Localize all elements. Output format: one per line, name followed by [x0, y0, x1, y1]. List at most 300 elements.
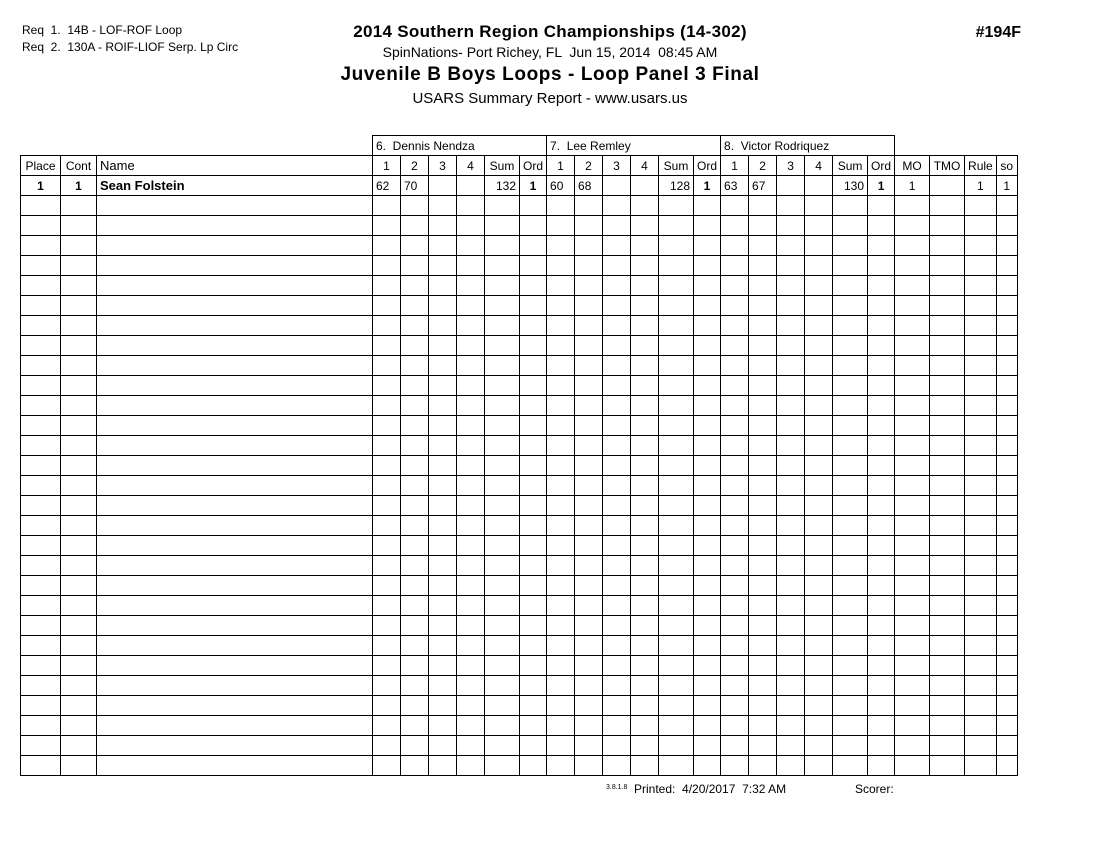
col-header-sum: Sum — [485, 156, 520, 176]
empty-cell — [429, 356, 457, 376]
empty-cell — [401, 276, 429, 296]
empty-cell — [547, 676, 575, 696]
empty-cell — [457, 616, 485, 636]
empty-cell — [373, 236, 401, 256]
empty-cell — [97, 256, 373, 276]
empty-cell — [721, 396, 749, 416]
empty-cell — [457, 436, 485, 456]
empty-cell — [603, 556, 631, 576]
empty-cell — [21, 396, 61, 416]
empty-row — [21, 436, 1018, 456]
empty-ord-cell — [868, 356, 895, 376]
empty-row — [21, 636, 1018, 656]
empty-cell — [21, 376, 61, 396]
empty-ord-cell — [520, 736, 547, 756]
empty-cell — [777, 396, 805, 416]
empty-cell — [805, 556, 833, 576]
score-cell — [429, 176, 457, 196]
empty-cell — [61, 716, 97, 736]
empty-cell — [457, 576, 485, 596]
col-header-ord: Ord — [520, 156, 547, 176]
sum-cell: 130 — [833, 176, 868, 196]
empty-cell — [930, 756, 965, 776]
empty-cell — [833, 696, 868, 716]
empty-ord-cell — [694, 596, 721, 616]
empty-cell — [805, 296, 833, 316]
empty-cell — [805, 536, 833, 556]
empty-cell — [777, 256, 805, 276]
empty-cell — [805, 356, 833, 376]
empty-cell — [996, 576, 1017, 596]
empty-cell — [373, 476, 401, 496]
empty-ord-cell — [694, 556, 721, 576]
score-cell: 68 — [575, 176, 603, 196]
empty-cell — [575, 716, 603, 736]
empty-cell — [547, 536, 575, 556]
empty-cell — [547, 616, 575, 636]
score-cell — [603, 176, 631, 196]
col-header-score-4: 4 — [457, 156, 485, 176]
col-header-score-3: 3 — [429, 156, 457, 176]
judge-name-header: 6. Dennis Nendza — [373, 136, 547, 156]
empty-cell — [631, 496, 659, 516]
empty-ord-cell — [868, 396, 895, 416]
empty-cell — [631, 216, 659, 236]
empty-cell — [485, 296, 520, 316]
result-row — [21, 176, 1018, 196]
empty-cell — [547, 756, 575, 776]
empty-cell — [21, 256, 61, 276]
empty-cell — [429, 576, 457, 596]
empty-cell — [485, 576, 520, 596]
empty-cell — [485, 216, 520, 236]
empty-cell — [930, 716, 965, 736]
results-table-body — [21, 136, 1018, 776]
empty-cell — [603, 256, 631, 276]
empty-cell — [749, 316, 777, 336]
empty-cell — [373, 676, 401, 696]
empty-cell — [996, 716, 1017, 736]
empty-cell — [429, 616, 457, 636]
empty-cell — [930, 416, 965, 436]
empty-cell — [457, 336, 485, 356]
empty-ord-cell — [694, 496, 721, 516]
empty-cell — [659, 696, 694, 716]
empty-ord-cell — [868, 336, 895, 356]
empty-cell — [777, 696, 805, 716]
empty-cell — [603, 276, 631, 296]
empty-ord-cell — [520, 336, 547, 356]
empty-cell — [401, 396, 429, 416]
empty-cell — [805, 496, 833, 516]
empty-cell — [996, 756, 1017, 776]
empty-cell — [61, 196, 97, 216]
empty-cell — [97, 756, 373, 776]
col-header-ord: Ord — [694, 156, 721, 176]
empty-cell — [749, 556, 777, 576]
empty-cell — [631, 696, 659, 716]
empty-cell — [603, 416, 631, 436]
empty-cell — [547, 396, 575, 416]
empty-cell — [457, 276, 485, 296]
empty-cell — [575, 636, 603, 656]
empty-ord-cell — [868, 716, 895, 736]
empty-cell — [603, 456, 631, 476]
empty-cell — [659, 336, 694, 356]
empty-cell — [575, 536, 603, 556]
empty-cell — [721, 416, 749, 436]
empty-cell — [895, 656, 930, 676]
empty-cell — [547, 336, 575, 356]
empty-cell — [749, 396, 777, 416]
empty-cell — [895, 716, 930, 736]
empty-cell — [485, 536, 520, 556]
empty-cell — [373, 196, 401, 216]
empty-cell — [659, 756, 694, 776]
empty-cell — [97, 596, 373, 616]
cont-cell: 1 — [61, 176, 97, 196]
empty-cell — [97, 336, 373, 356]
empty-cell — [61, 316, 97, 336]
empty-ord-cell — [520, 356, 547, 376]
empty-cell — [659, 616, 694, 636]
empty-cell — [429, 216, 457, 236]
empty-cell — [547, 376, 575, 396]
empty-cell — [721, 676, 749, 696]
empty-ord-cell — [868, 416, 895, 436]
empty-cell — [575, 436, 603, 456]
empty-cell — [575, 236, 603, 256]
empty-cell — [777, 216, 805, 236]
empty-ord-cell — [868, 576, 895, 596]
empty-row — [21, 476, 1018, 496]
competition-title: 2014 Southern Region Championships (14-302) — [353, 22, 747, 41]
empty-ord-cell — [694, 436, 721, 456]
empty-ord-cell — [868, 656, 895, 676]
empty-cell — [97, 356, 373, 376]
empty-cell — [61, 296, 97, 316]
empty-ord-cell — [694, 376, 721, 396]
requirement-line-2: Req 2. 130A - ROIF-LIOF Serp. Lp Circ — [22, 40, 239, 54]
empty-cell — [996, 736, 1017, 756]
empty-row — [21, 356, 1018, 376]
empty-cell — [603, 596, 631, 616]
empty-cell — [61, 536, 97, 556]
empty-cell — [21, 636, 61, 656]
venue-date-line: SpinNations- Port Richey, FL Jun 15, 2014 08:45 AM — [382, 44, 718, 60]
empty-cell — [21, 616, 61, 636]
empty-cell — [721, 376, 749, 396]
empty-cell — [547, 356, 575, 376]
empty-cell — [457, 676, 485, 696]
empty-row — [21, 536, 1018, 556]
empty-cell — [547, 576, 575, 596]
empty-cell — [659, 196, 694, 216]
empty-cell — [777, 516, 805, 536]
empty-cell — [457, 296, 485, 316]
empty-cell — [575, 416, 603, 436]
empty-cell — [996, 516, 1017, 536]
empty-cell — [659, 436, 694, 456]
empty-cell — [895, 536, 930, 556]
empty-cell — [401, 356, 429, 376]
empty-cell — [21, 416, 61, 436]
score-cell — [805, 176, 833, 196]
empty-cell — [603, 636, 631, 656]
empty-cell — [965, 296, 997, 316]
empty-cell — [777, 336, 805, 356]
empty-cell — [373, 576, 401, 596]
empty-cell — [833, 376, 868, 396]
empty-cell — [485, 736, 520, 756]
empty-cell — [749, 596, 777, 616]
empty-cell — [603, 336, 631, 356]
empty-cell — [930, 476, 965, 496]
empty-cell — [777, 356, 805, 376]
empty-cell — [575, 496, 603, 516]
empty-cell — [805, 316, 833, 336]
empty-cell — [965, 756, 997, 776]
empty-row — [21, 576, 1018, 596]
rule-cell: 1 — [965, 176, 997, 196]
so-cell: 1 — [996, 176, 1017, 196]
empty-cell — [603, 736, 631, 756]
empty-cell — [721, 356, 749, 376]
empty-cell — [805, 676, 833, 696]
empty-cell — [930, 596, 965, 616]
empty-cell — [833, 296, 868, 316]
empty-cell — [805, 236, 833, 256]
empty-cell — [373, 716, 401, 736]
empty-cell — [485, 456, 520, 476]
empty-cell — [631, 716, 659, 736]
empty-cell — [547, 556, 575, 576]
empty-cell — [895, 196, 930, 216]
empty-cell — [373, 336, 401, 356]
empty-cell — [373, 296, 401, 316]
empty-cell — [97, 476, 373, 496]
place-cell: 1 — [21, 176, 61, 196]
empty-ord-cell — [520, 376, 547, 396]
empty-cell — [721, 476, 749, 496]
empty-cell — [805, 696, 833, 716]
empty-cell — [833, 616, 868, 636]
empty-ord-cell — [694, 396, 721, 416]
empty-cell — [749, 296, 777, 316]
empty-cell — [575, 616, 603, 636]
empty-cell — [965, 556, 997, 576]
empty-cell — [965, 236, 997, 256]
empty-cell — [429, 556, 457, 576]
empty-cell — [429, 396, 457, 416]
empty-cell — [603, 696, 631, 716]
empty-cell — [833, 436, 868, 456]
empty-ord-cell — [868, 496, 895, 516]
empty-cell — [965, 716, 997, 736]
empty-ord-cell — [694, 736, 721, 756]
empty-cell — [749, 516, 777, 536]
empty-ord-cell — [868, 736, 895, 756]
empty-cell — [930, 496, 965, 516]
score-cell: 70 — [401, 176, 429, 196]
empty-cell — [457, 756, 485, 776]
empty-cell — [895, 616, 930, 636]
empty-ord-cell — [520, 436, 547, 456]
empty-cell — [996, 616, 1017, 636]
empty-cell — [659, 256, 694, 276]
empty-ord-cell — [868, 616, 895, 636]
empty-cell — [895, 356, 930, 376]
empty-ord-cell — [868, 196, 895, 216]
empty-cell — [575, 656, 603, 676]
col-header-score-2: 2 — [401, 156, 429, 176]
empty-cell — [485, 616, 520, 636]
empty-cell — [603, 216, 631, 236]
empty-cell — [429, 656, 457, 676]
empty-cell — [429, 456, 457, 476]
empty-cell — [631, 616, 659, 636]
empty-cell — [61, 696, 97, 716]
empty-cell — [631, 276, 659, 296]
empty-cell — [930, 376, 965, 396]
judge-row-spacer-right — [895, 136, 1018, 156]
empty-cell — [631, 576, 659, 596]
empty-cell — [721, 656, 749, 676]
col-header-score-1: 1 — [373, 156, 401, 176]
empty-cell — [631, 436, 659, 456]
empty-ord-cell — [520, 496, 547, 516]
empty-cell — [457, 716, 485, 736]
empty-cell — [21, 316, 61, 336]
empty-cell — [401, 216, 429, 236]
empty-cell — [996, 296, 1017, 316]
empty-cell — [833, 676, 868, 696]
empty-cell — [485, 476, 520, 496]
empty-cell — [721, 216, 749, 236]
empty-cell — [996, 596, 1017, 616]
empty-cell — [21, 436, 61, 456]
col-header-sum: Sum — [833, 156, 868, 176]
empty-cell — [833, 416, 868, 436]
empty-cell — [749, 536, 777, 556]
empty-cell — [61, 276, 97, 296]
empty-ord-cell — [868, 216, 895, 236]
empty-cell — [575, 196, 603, 216]
empty-row — [21, 216, 1018, 236]
empty-cell — [833, 596, 868, 616]
empty-cell — [457, 516, 485, 536]
empty-cell — [457, 596, 485, 616]
empty-ord-cell — [868, 436, 895, 456]
empty-cell — [930, 456, 965, 476]
mo-cell: 1 — [895, 176, 930, 196]
empty-cell — [401, 576, 429, 596]
empty-cell — [575, 356, 603, 376]
empty-cell — [895, 556, 930, 576]
empty-cell — [547, 696, 575, 716]
empty-cell — [21, 236, 61, 256]
empty-cell — [631, 756, 659, 776]
empty-cell — [833, 556, 868, 576]
empty-cell — [721, 616, 749, 636]
empty-cell — [895, 236, 930, 256]
ord-cell: 1 — [694, 176, 721, 196]
empty-cell — [777, 636, 805, 656]
empty-cell — [575, 696, 603, 716]
empty-ord-cell — [520, 616, 547, 636]
empty-cell — [659, 636, 694, 656]
empty-cell — [373, 416, 401, 436]
col-header-cont: Cont — [61, 156, 97, 176]
empty-cell — [777, 596, 805, 616]
empty-cell — [805, 756, 833, 776]
empty-cell — [805, 736, 833, 756]
empty-row — [21, 456, 1018, 476]
empty-cell — [401, 676, 429, 696]
empty-ord-cell — [520, 316, 547, 336]
empty-cell — [429, 376, 457, 396]
empty-cell — [930, 676, 965, 696]
empty-cell — [21, 216, 61, 236]
empty-cell — [631, 396, 659, 416]
empty-cell — [996, 416, 1017, 436]
empty-cell — [373, 356, 401, 376]
empty-cell — [965, 496, 997, 516]
empty-cell — [631, 356, 659, 376]
empty-cell — [401, 376, 429, 396]
empty-cell — [965, 696, 997, 716]
empty-cell — [659, 396, 694, 416]
empty-cell — [805, 336, 833, 356]
empty-cell — [996, 256, 1017, 276]
empty-cell — [965, 536, 997, 556]
empty-cell — [21, 196, 61, 216]
empty-cell — [749, 436, 777, 456]
empty-cell — [429, 736, 457, 756]
empty-ord-cell — [868, 316, 895, 336]
empty-cell — [373, 756, 401, 776]
empty-cell — [659, 536, 694, 556]
empty-cell — [547, 516, 575, 536]
empty-ord-cell — [520, 516, 547, 536]
empty-cell — [805, 656, 833, 676]
empty-cell — [603, 296, 631, 316]
empty-ord-cell — [694, 616, 721, 636]
empty-ord-cell — [520, 456, 547, 476]
title-block — [0, 22, 1100, 109]
empty-cell — [97, 576, 373, 596]
empty-cell — [21, 716, 61, 736]
empty-cell — [21, 356, 61, 376]
judge-row-spacer-left — [21, 136, 373, 156]
empty-ord-cell — [694, 576, 721, 596]
empty-cell — [547, 496, 575, 516]
empty-cell — [457, 536, 485, 556]
empty-cell — [659, 356, 694, 376]
empty-cell — [930, 296, 965, 316]
empty-cell — [575, 296, 603, 316]
empty-cell — [805, 276, 833, 296]
empty-ord-cell — [520, 696, 547, 716]
empty-cell — [930, 656, 965, 676]
empty-cell — [965, 636, 997, 656]
empty-cell — [485, 416, 520, 436]
empty-cell — [429, 336, 457, 356]
empty-row — [21, 696, 1018, 716]
empty-ord-cell — [520, 656, 547, 676]
empty-cell — [429, 636, 457, 656]
empty-cell — [373, 616, 401, 636]
